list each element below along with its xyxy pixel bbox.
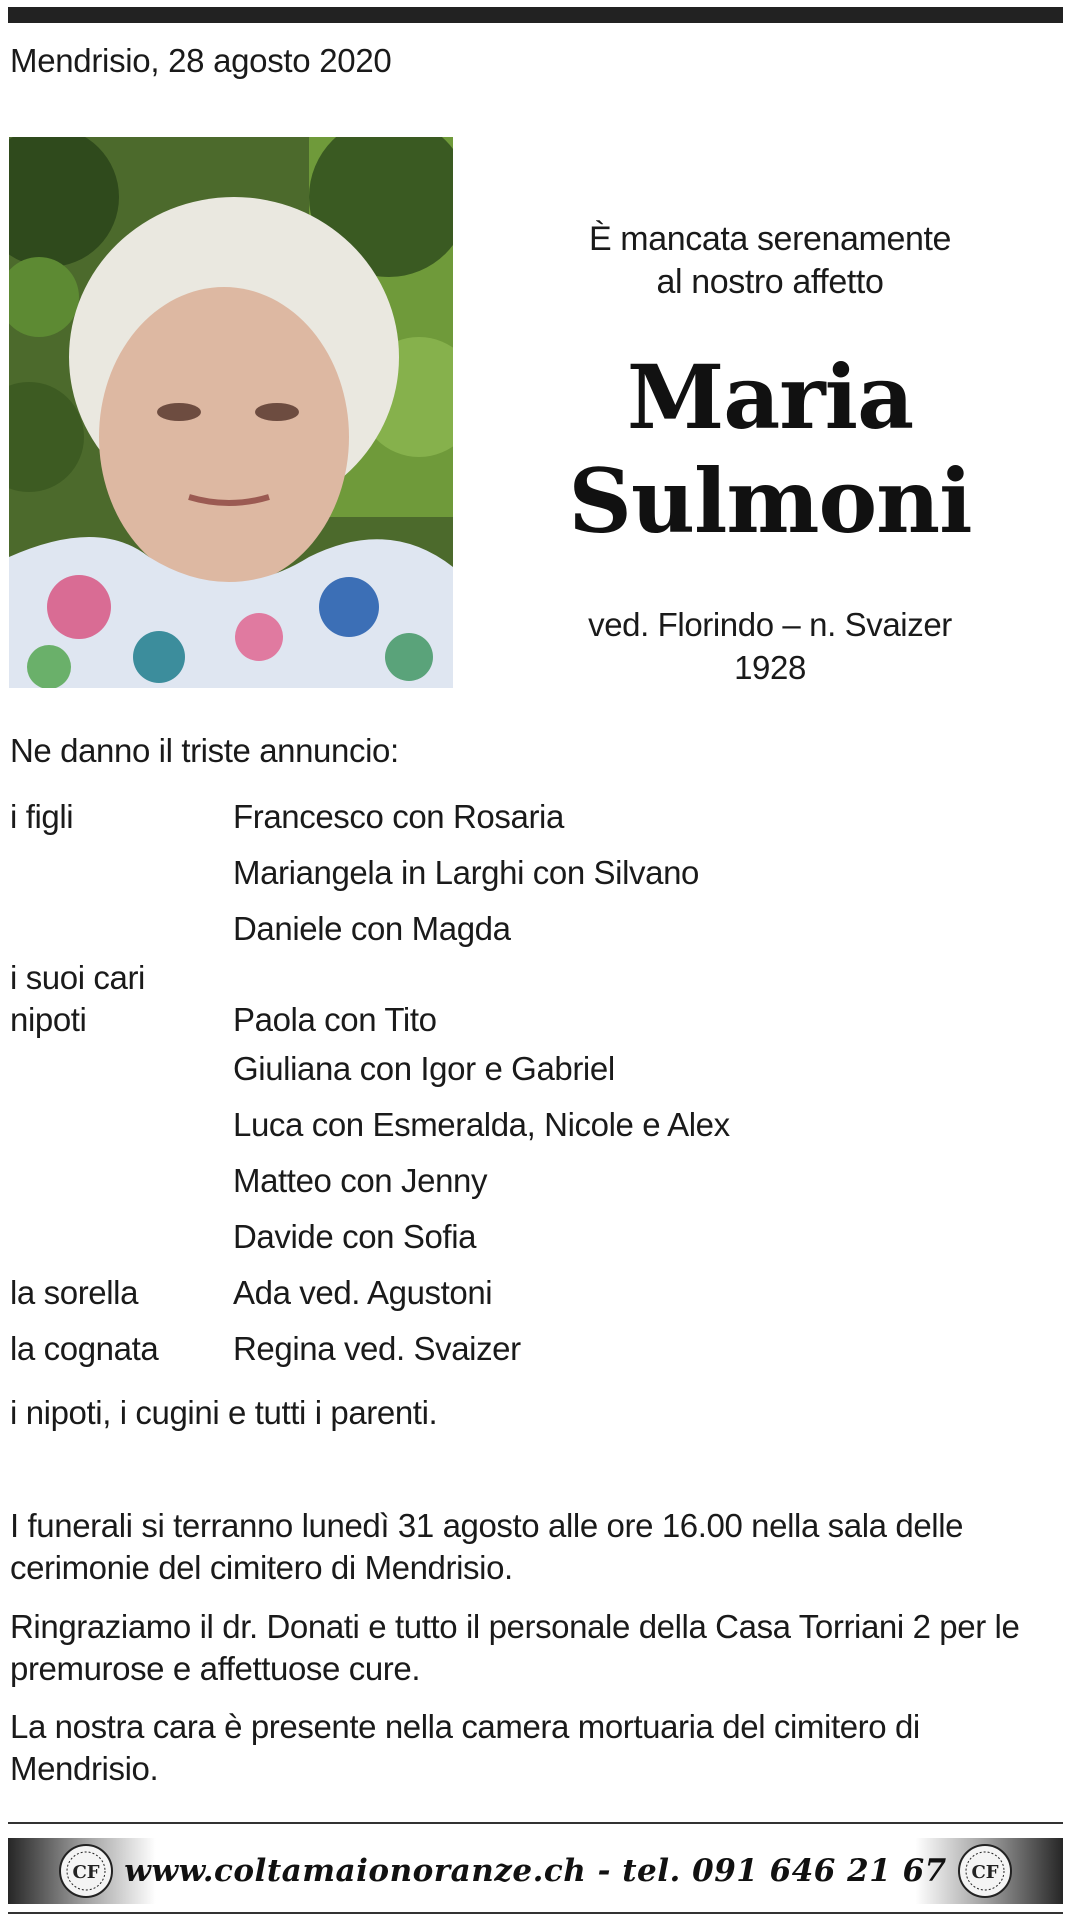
first-name: Maria	[626, 345, 914, 449]
family-member: Giuliana con Igor e Gabriel	[233, 1050, 615, 1087]
relation-label: la cognata	[10, 1330, 159, 1367]
portrait-photo	[9, 137, 453, 688]
family-row	[10, 1209, 1010, 1265]
family-row	[10, 957, 1010, 999]
intro-text	[520, 218, 1020, 304]
logo-right-text: CF	[971, 1862, 999, 1883]
company-logo-right	[957, 1843, 1013, 1899]
family-row	[10, 1321, 1010, 1377]
family-member: Francesco con Rosaria	[233, 798, 564, 835]
family-member: Luca con Esmeralda, Nicole e Alex	[233, 1106, 730, 1143]
contact-line: www.coltamaionoranze.ch - tel. 091 646 21 67	[124, 1853, 947, 1889]
funeral-paragraph: I funerali si terranno lunedì 31 agosto alle ore 16.00 nella sala delle cerimonie del cimitero di Mendrisio.	[10, 1507, 964, 1586]
family-member: Matteo con Jenny	[233, 1162, 488, 1199]
maiden-widow-details: ved. Florindo – n. Svaizer	[588, 606, 952, 643]
logo-left-text: CF	[72, 1862, 100, 1883]
family-list	[10, 789, 1010, 1377]
family-row	[10, 901, 1010, 957]
family-member: Ada ved. Agustoni	[233, 1274, 493, 1311]
family-row	[10, 1097, 1010, 1153]
family-row	[10, 789, 1010, 845]
deceased-name	[520, 345, 1020, 553]
thanks-paragraph: Ringraziamo il dr. Donati e tutto il personale della Casa Torriani 2 per le premurose e affettuose cure.	[10, 1608, 1020, 1687]
last-name: Sulmoni	[568, 449, 972, 553]
date-line: Mendrisio, 28 agosto 2020	[10, 42, 392, 79]
family-member: Mariangela in Larghi con Silvano	[233, 854, 699, 891]
relation-label: i figli	[10, 798, 74, 835]
intro-line-1: È mancata serenamente	[588, 220, 952, 258]
family-member: Davide con Sofia	[233, 1218, 477, 1255]
family-row	[10, 845, 1010, 901]
relation-label: la sorella	[10, 1274, 139, 1311]
family-member: Paola con Tito	[233, 1001, 437, 1038]
family-row	[10, 1265, 1010, 1321]
bottom-rule	[8, 1912, 1063, 1914]
family-row	[10, 1041, 1010, 1097]
top-rule	[8, 7, 1063, 23]
family-member: Regina ved. Svaizer	[233, 1330, 521, 1367]
birth-year: 1928	[734, 649, 806, 686]
family-member: Daniele con Magda	[233, 910, 511, 947]
family-row	[10, 999, 1010, 1041]
presence-paragraph: La nostra cara è presente nella camera mortuaria del cimitero di Mendrisio.	[10, 1708, 920, 1787]
family-row	[10, 1153, 1010, 1209]
family-closing: i nipoti, i cugini e tutti i parenti.	[10, 1394, 438, 1431]
intro-line-2: al nostro affetto	[656, 263, 884, 301]
announcement-heading: Ne danno il triste annuncio:	[10, 732, 399, 769]
divider	[8, 1822, 1063, 1824]
deceased-details	[520, 603, 1020, 689]
relation-label: i suoi cari	[10, 959, 145, 996]
relation-label: nipoti	[10, 1001, 87, 1038]
footer-banner	[8, 1838, 1063, 1904]
